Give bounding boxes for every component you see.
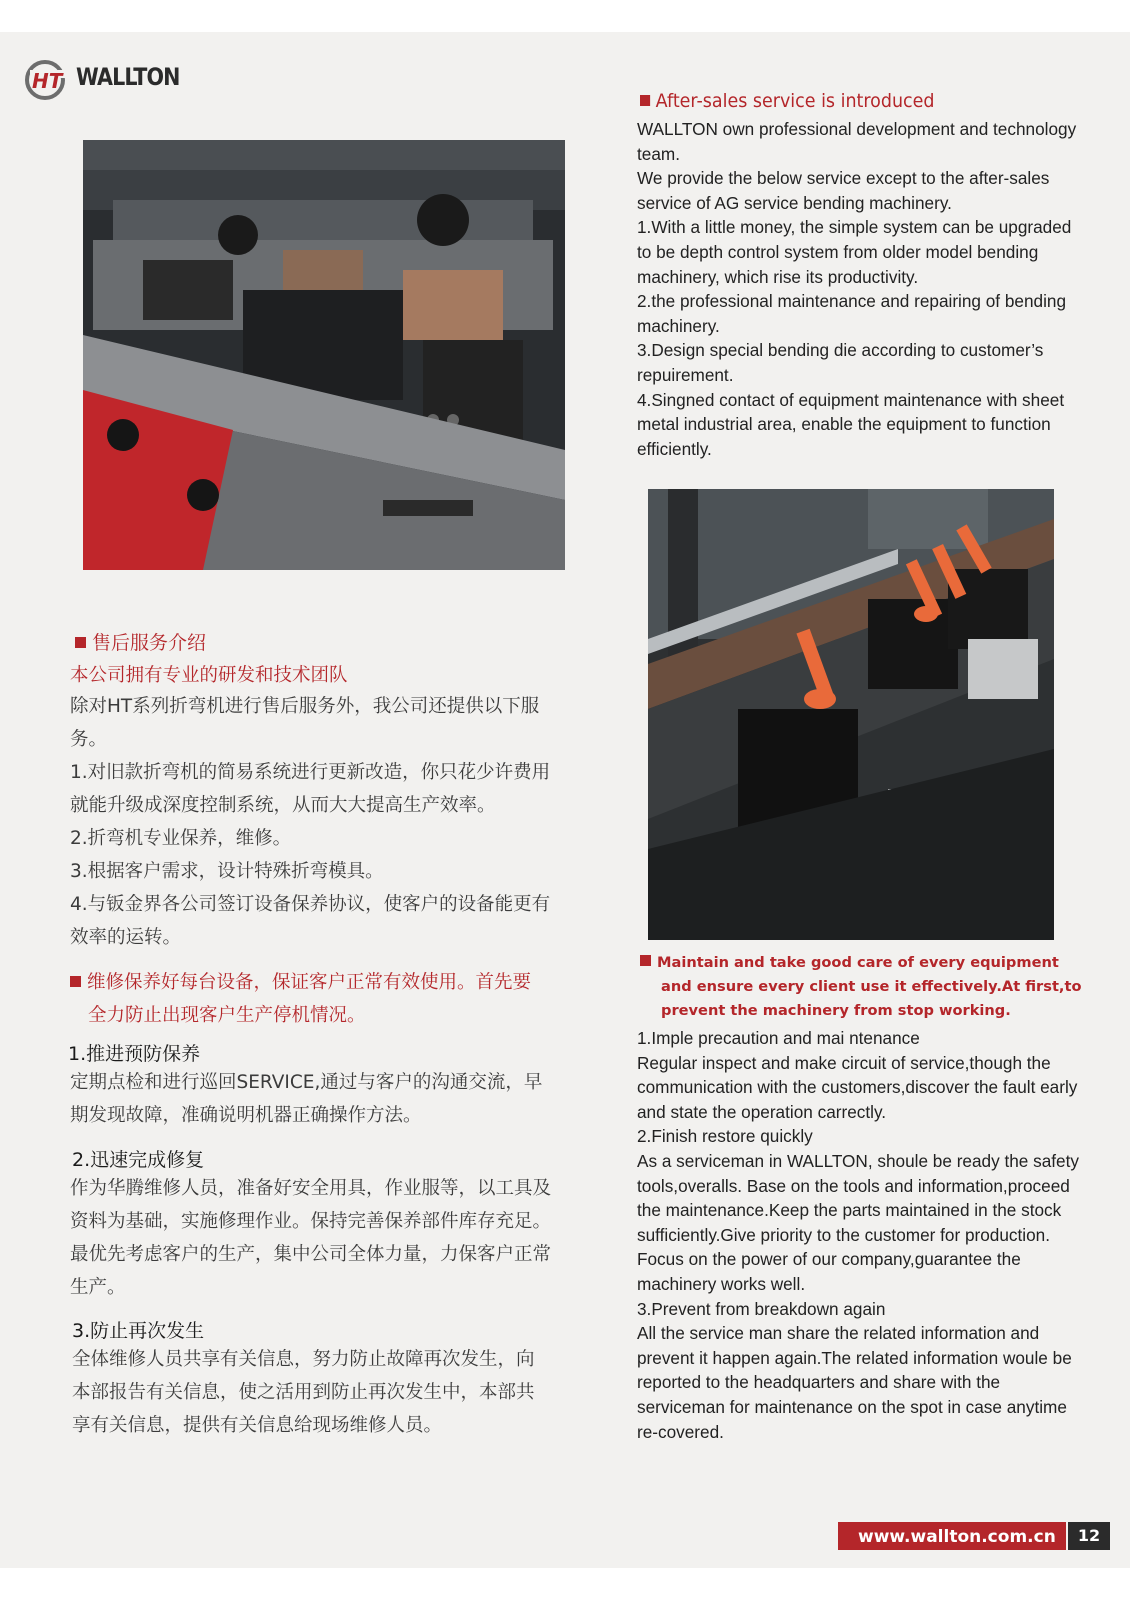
left-heading: 售后服务介绍 bbox=[75, 628, 206, 655]
list-item: 3.根据客户需求，设计特殊折弯模具。 bbox=[70, 861, 384, 882]
right-section-body: As a serviceman in WALLTON, shoule be ready the safety tools,overalls. Base on the tools and information,proceed the maintenance.Keep the parts maintained in the stock sufficiently.Give priority to the customer for production. Focus on the power of our company,guarantee the machinery works well. bbox=[637, 1150, 1079, 1294]
left-section-title: 2.迅速完成修复 bbox=[72, 1149, 205, 1171]
page-number: 12 bbox=[1068, 1522, 1110, 1550]
bullet-square-icon bbox=[640, 955, 651, 966]
logo-mark-icon bbox=[24, 58, 76, 102]
back-gauge-photo bbox=[648, 489, 1054, 940]
left-section-body: 全体维修人员共享有关信息，努力防止故障再次发生，向本部报告有关信息，使之活用到防止再次发生中，本部共享有关信息，提供有关信息给现场维修人员。 bbox=[72, 1349, 535, 1436]
left-section-body: 定期点检和进行巡回SERVICE,通过与客户的沟通交流，早期发现故障，准确说明机器正确操作方法。 bbox=[70, 1072, 543, 1126]
left-section-body: 作为华腾维修人员，准备好安全用具，作业服等，以工具及资料为基础，实施修理作业。保持完善保养部件库存充足。最优先考虑客户的生产，集中公司全体力量，力保客户正常生产。 bbox=[70, 1178, 552, 1298]
right-section-body: Regular inspect and make circuit of service,though the communication with the customers,discover the fault early and state the operation carrectly. bbox=[637, 1052, 1078, 1122]
brand-logo bbox=[24, 58, 180, 102]
logo-wordmark: WALLTON bbox=[76, 63, 180, 91]
right-section-body: All the service man share the related information and prevent it happen again.The related information woule be reported to the headquarters and share with the serviceman for maintenance on the spot in case anytime re-covered. bbox=[637, 1323, 1072, 1442]
left-section-title: 3.防止再次发生 bbox=[72, 1320, 205, 1342]
list-item: WALLTON own professional development and technology team. bbox=[637, 119, 1077, 164]
bullet-square-icon bbox=[70, 976, 81, 987]
list-item: 2.折弯机专业保养，维修。 bbox=[70, 828, 292, 849]
left-subheading: 本公司拥有专业的研发和技术团队 bbox=[70, 665, 348, 686]
right-section-title: 3.Prevent from breakdown again bbox=[637, 1298, 886, 1319]
left-intro-list bbox=[70, 690, 560, 954]
list-item: 4.Singned contact of equipment maintenance with sheet metal industrial area, enable the equipment to function efficiently. bbox=[637, 389, 1065, 459]
svg-text:HT: HT bbox=[32, 69, 63, 93]
right-heading-2: Maintain and take good care of every equipment and ensure every client use it effectively.At first,to prevent the machinery from stop working. bbox=[640, 951, 1081, 1023]
left-heading-2: 维修保养好每台设备，保证客户正常有效使用。首先要 全力防止出现客户生产停机情况。 bbox=[70, 966, 531, 1032]
bullet-square-icon bbox=[640, 95, 650, 106]
website-link[interactable]: www.wallton.com.cn bbox=[858, 1527, 1056, 1547]
list-item: 4.与钣金界各公司签订设备保养协议，使客户的设备能更有效率的运转。 bbox=[70, 894, 551, 948]
right-section-title: 1.Imple precaution and mai ntenance bbox=[637, 1028, 920, 1048]
right-section-title: 2.Finish restore quickly bbox=[637, 1126, 813, 1147]
right-sections bbox=[637, 1026, 1087, 1444]
list-item: We provide the below service except to the after-sales service of AG service bending machinery. bbox=[637, 168, 1050, 213]
list-item: 除对HT系列折弯机进行售后服务外，我公司还提供以下服务。 bbox=[70, 696, 540, 750]
list-item: 2.the professional maintenance and repairing of bending machinery. bbox=[637, 291, 1067, 336]
bullet-square-icon bbox=[75, 637, 86, 648]
list-item: 1.对旧款折弯机的简易系统进行更新改造，你只花少许费用就能升级成深度控制系统，从而大大提高生产效率。 bbox=[70, 762, 551, 816]
list-item: 3.Design special bending die according to customer’s repuirement. bbox=[637, 340, 1044, 385]
right-heading: After-sales service is introduced bbox=[640, 90, 935, 112]
machine-tooling-photo bbox=[83, 140, 565, 570]
list-item: 1.With a little money, the simple system can be upgraded to be depth control system from older model bending machinery, which rise its productivity. bbox=[637, 217, 1072, 287]
left-section-title: 1.推进预防保养 bbox=[68, 1043, 201, 1065]
right-intro-list bbox=[637, 117, 1077, 461]
